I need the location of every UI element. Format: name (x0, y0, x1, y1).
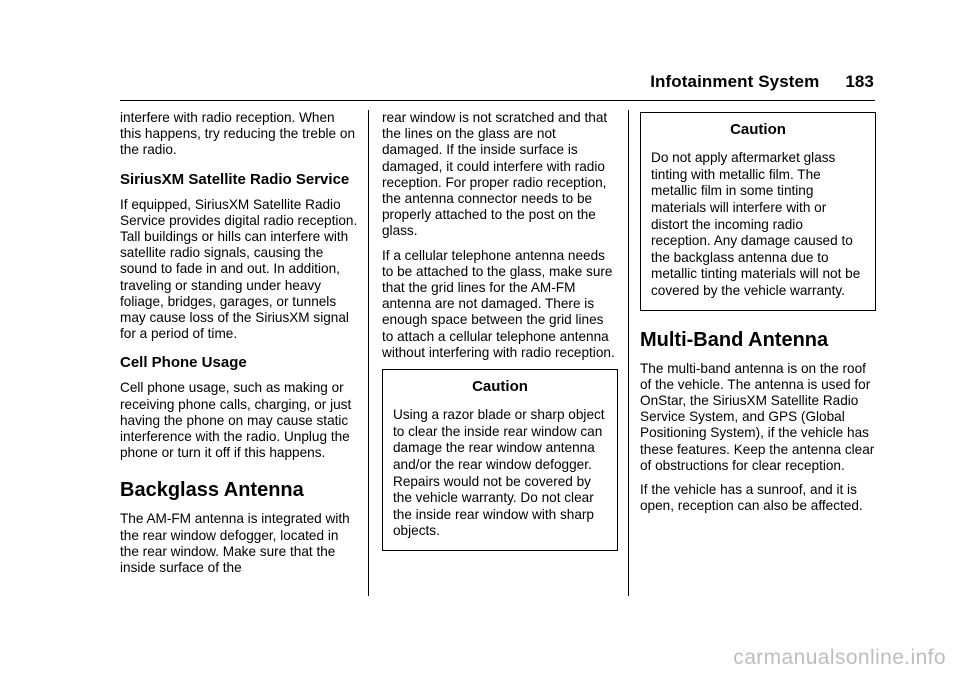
paragraph-sunroof: If the vehicle has a sunroof, and it is open, reception can also be affected. (640, 481, 863, 514)
column-divider-1 (368, 110, 369, 596)
caution-title: Caution (472, 378, 528, 396)
caution-box-razor (382, 369, 618, 551)
header-rule (120, 100, 875, 101)
heading-backglass-antenna: Backglass Antenna (120, 479, 304, 502)
column-1 (120, 110, 358, 584)
paragraph-backglass: The AM-FM antenna is integrated with the rear window defogger, located in the rear window. Make sure that the inside surface of the (120, 511, 350, 576)
paragraph-rear-window: rear window is not scratched and that the lines on the glass are not damaged. If the inside surface is damaged, it could interfere with radio reception. For proper radio reception, the antenna connector needs to be properly attached to the post on the glass. (382, 110, 608, 239)
paragraph-radio-treble: interfere with radio reception. When this happens, try reducing the treble on the radio. (120, 110, 356, 158)
column-2 (382, 110, 618, 559)
watermark-text: carmanualsonline.info (733, 646, 946, 669)
paragraph-multi-band: The multi-band antenna is on the roof of the vehicle. The antenna is used for OnStar, the SiriusXM Satellite Radio Service System, and GPS (Global Positioning System), if the vehicle has these features. Keep the antenna clear of obstructions for clear reception. (640, 360, 875, 473)
heading-multi-band-antenna: Multi-Band Antenna (640, 328, 829, 351)
caution-body: Using a razor blade or sharp object to clear the inside rear window can damage the rear window antenna and/or the rear window defogger. Repairs would not be covered by the vehicle warranty. Do not clear the inside rear window with sharp objects. (393, 407, 605, 539)
page-number: 183 (845, 72, 874, 91)
paragraph-siriusxm: If equipped, SiriusXM Satellite Radio Service provides digital radio reception. Tall buildings or hills can interfere with satellite radio signals, causing the sound to fade in and out. In addition, traveling or standing under heavy foliage, bridges, garages, or tunnels may cause loss of the SiriusXM signal for a period of time. (120, 196, 358, 342)
column-3 (640, 112, 876, 522)
heading-siriusxm: SiriusXM Satellite Radio Service (120, 170, 350, 188)
paragraph-cellular-antenna: If a cellular telephone antenna needs to be attached to the glass, make sure that the grid lines for the AM-FM antenna are not damaged. There is enough space between the grid lines to attach a cellular telephone antenna without interfering with radio reception. (382, 247, 615, 360)
caution-title: Caution (730, 121, 786, 138)
page-header (650, 72, 874, 92)
heading-cell-phone-usage: Cell Phone Usage (120, 354, 247, 372)
caution-box-tinting (640, 112, 876, 311)
column-divider-2 (628, 110, 629, 596)
paragraph-cell-phone: Cell phone usage, such as making or receiving phone calls, charging, or just having the phone on may cause static interference with the radio. Unplug the phone or turn it off if this happens. (120, 380, 352, 461)
caution-body: Do not apply aftermarket glass tinting with metallic film. The metallic film in some tinting materials will interfere with or distort the incoming radio reception. Any damage caused to the backglass antenna due to metallic tinting materials will not be covered by the vehicle warranty. (651, 150, 861, 298)
header-title: Infotainment System (650, 72, 820, 91)
